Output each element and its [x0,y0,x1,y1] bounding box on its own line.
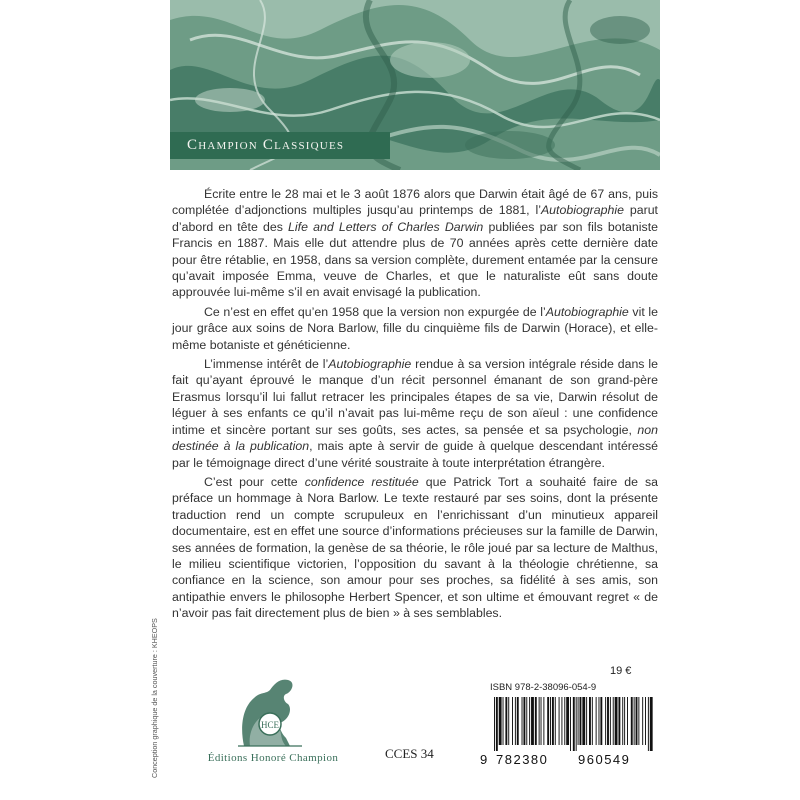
barcode-bar [586,697,587,745]
blurb-paragraph-4: C’est pour cette confidence restituée que Patrick Tort a souhaité faire de sa préface un hommage à Nora Barlow. Le texte restauré par ses soins, dont la présente traduction rend un compte scrupuleux en l’enrichissant d’un minutieux appareil documentaire, est en effet une source d’informations précieuses sur la famille de Darwin, ses années de formation, la genèse de sa théorie, le rôle joué par sa lecture de Malthus, le milieu scientifique victorien, l’opposition du savant à la théologie chrétienne, sa confiance en la science, son amour pour ses proches, sa fidélité à ses amis, son antipathie envers le philosophe Herbert Spencer, et son ultime et émouvant regret « de n’avoir pas fait directement plus de bien » à ses semblables. [172,474,659,621]
barcode-digit-group-2: 960549 [578,752,631,767]
barcode-bar [596,697,597,745]
barcode-bar [529,697,530,745]
publisher-name: Éditions Honoré Champion [207,752,339,764]
barcode-bar [578,697,579,745]
barcode-bar [613,697,614,745]
barcode-bar [631,697,633,745]
barcode-bar [503,697,504,745]
barcode-bar [526,697,527,745]
barcode-bar [499,697,502,745]
barcode-bar [535,697,537,745]
barcode-bar [561,697,562,745]
barcode-bar [573,697,575,751]
blurb-paragraph-3: L’immense intérêt de l’Autobiographie rendue à sa version intégrale réside dans le fait qu’ayant éprouvé le manque d’un récit personnel émanant de son grand-père Erasmus lorsqu’il lui fallut retracer les principales étapes de sa vie, Darwin résolut de léguer à ses enfants ce qu’il n’avait pas lui-même reçu de son aïeul : une confidence intime et sincère portant sur ses goûts, ses actes, sa pensée et sa psychologie, non destinée à la publication, mais apte à servir de guide à quelque descendant intéressé par le témoignage direct d’une vérité soustraite à toute interprétation étrangère. [172,357,658,470]
barcode-bar [555,697,556,745]
barcode-bar [622,697,623,745]
blurb-paragraph-2: Ce n’est en effet qu’en 1958 que la version non expurgée de l’Autobiographie vit le jour grâce aux soins de Nora Barlow, fille du cinquième fils de Darwin (Horace), et elle-même botaniste et généticienne. [172,304,658,352]
barcode-bar [531,697,534,745]
barcode-bar [638,697,639,745]
barcode-bar [599,697,600,745]
barcode-bar [592,697,593,745]
design-credit: Conception graphique de la couverture : KHEOPS [150,618,159,778]
barcode-bar [505,697,507,745]
rearing-horse-emblem-icon [230,668,310,748]
barcode-bar [539,697,540,745]
barcode-bar [522,697,523,745]
barcode-bar [550,697,551,745]
barcode-bar [517,697,519,745]
barcode-bar [564,697,565,745]
barcode-bar [627,697,628,745]
barcode-bar [494,697,495,751]
price: 19 € [610,665,632,677]
series-label: Champion Classiques [170,132,390,159]
barcode-bar [541,697,542,745]
barcode-bar [642,697,643,745]
collection-code: CCES 34 [385,746,434,761]
barcode-bar [610,697,611,745]
barcode-bar [634,697,635,745]
barcode-bar [566,697,569,745]
barcode-bar [648,697,649,751]
svg-text:HCE: HCE [261,720,279,730]
barcode-bar [600,697,602,745]
barcode-bar [636,697,638,745]
barcode-bar [650,697,653,751]
barcode-bar [547,697,549,745]
barcode-bar [496,697,498,751]
barcode-bar [589,697,591,745]
barcode-bar [580,697,582,745]
barcode-bar [618,697,620,745]
barcode-bar [552,697,554,745]
barcode-bar [615,697,618,745]
isbn: ISBN 978-2-38096-054-9 [490,682,597,693]
barcode-bar [523,697,525,745]
barcode-bar [543,697,544,745]
barcode-bar [512,697,513,745]
back-cover-blurb [172,186,658,625]
blurb-paragraph-1: Écrite entre le 28 mai et le 3 août 1876 alors que Darwin était âgé de 67 ans, puis complétée d’adjonctions multiples jusqu’au printemps de 1881, l’Autobiographie parut d’abord en tête des Life and Letters of Charles Darwin publiées par son fils botaniste Francis en 1887. Mais elle dut attendre plus de 70 années après cette dernière date pour être rétablie, en 1958, dans sa version complète, durement entamée par la censure qu’avait imposée Emma, veuve de Charles, et que le naturaliste eût sans doute approuvée lui-même s’il en avait envisagé la publication. [172,187,658,300]
barcode-bar [605,697,606,745]
barcode-bar [508,697,509,745]
barcode-bar [559,697,560,745]
barcode-digit-group-1: 782380 [496,752,549,767]
barcode-bar [582,697,585,745]
barcode-bar [624,697,625,745]
barcode-bar [515,697,516,745]
barcode-bar [645,697,646,745]
barcode [490,697,656,751]
barcode-bar [570,697,571,751]
barcode-digit-first: 9 [480,752,489,767]
barcode-bar [576,697,577,751]
barcode-bar [607,697,609,745]
